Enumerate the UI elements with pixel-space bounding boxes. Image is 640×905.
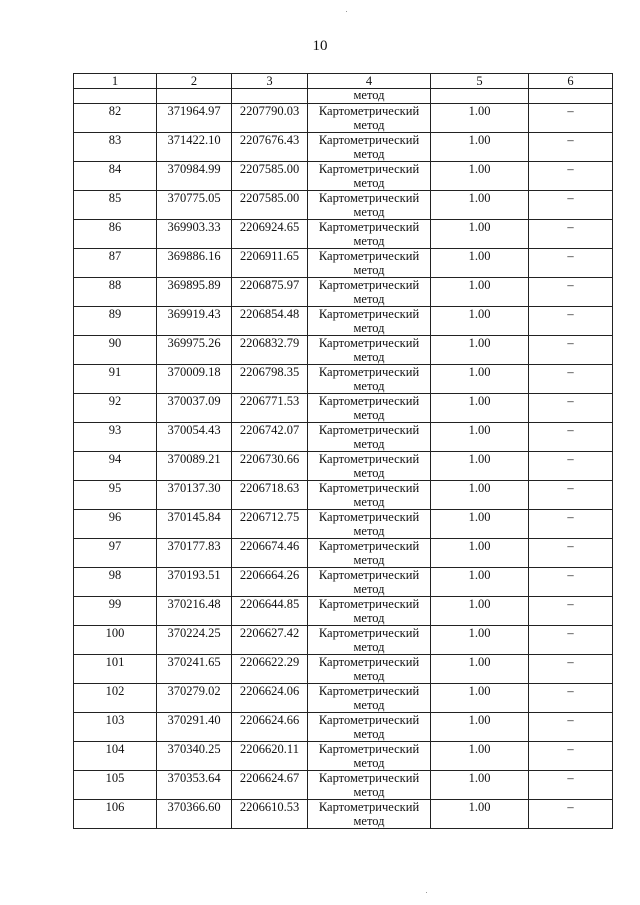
point-number-cell: 82 <box>74 104 157 133</box>
method-cell: Картометрический метод <box>308 394 431 423</box>
error-cell: 1.00 <box>431 771 529 800</box>
point-number-cell: 91 <box>74 365 157 394</box>
error-cell: 1.00 <box>431 481 529 510</box>
description-cell: – <box>529 771 613 800</box>
y-coordinate-cell: 2206610.53 <box>232 800 308 829</box>
y-coordinate-cell: 2206832.79 <box>232 336 308 365</box>
x-coordinate-cell: 369886.16 <box>157 249 232 278</box>
point-number-cell: 106 <box>74 800 157 829</box>
method-cell: Картометрический метод <box>308 510 431 539</box>
error-cell: 1.00 <box>431 452 529 481</box>
x-coordinate-cell: 371422.10 <box>157 133 232 162</box>
method-cell: Картометрический метод <box>308 771 431 800</box>
y-coordinate-cell: 2206627.42 <box>232 626 308 655</box>
description-cell: – <box>529 510 613 539</box>
error-cell: 1.00 <box>431 568 529 597</box>
table-row <box>74 191 613 220</box>
point-number-cell: 90 <box>74 336 157 365</box>
table-row <box>74 539 613 568</box>
column-header: 2 <box>157 74 232 89</box>
y-coordinate-cell: 2206924.65 <box>232 220 308 249</box>
y-coordinate-cell: 2206624.66 <box>232 713 308 742</box>
table-row <box>74 278 613 307</box>
error-cell: 1.00 <box>431 191 529 220</box>
x-coordinate-cell: 370177.83 <box>157 539 232 568</box>
x-coordinate-cell: 370054.43 <box>157 423 232 452</box>
column-header: 6 <box>529 74 613 89</box>
column-header: 5 <box>431 74 529 89</box>
method-cell: Картометрический метод <box>308 655 431 684</box>
description-cell: – <box>529 423 613 452</box>
error-cell: 1.00 <box>431 800 529 829</box>
scan-speck <box>426 892 427 893</box>
method-cell: Картометрический метод <box>308 423 431 452</box>
point-number-cell: 83 <box>74 133 157 162</box>
error-cell: 1.00 <box>431 510 529 539</box>
error-cell: 1.00 <box>431 423 529 452</box>
table-row <box>74 423 613 452</box>
table-header-row <box>74 74 613 89</box>
column-header: 1 <box>74 74 157 89</box>
x-coordinate-cell: 371964.97 <box>157 104 232 133</box>
method-cell: Картометрический метод <box>308 249 431 278</box>
x-coordinate-cell: 370037.09 <box>157 394 232 423</box>
description-cell: – <box>529 452 613 481</box>
error-cell: 1.00 <box>431 365 529 394</box>
point-number-cell: 88 <box>74 278 157 307</box>
y-coordinate-cell: 2206624.67 <box>232 771 308 800</box>
method-cell: Картометрический метод <box>308 800 431 829</box>
x-coordinate-cell: 370137.30 <box>157 481 232 510</box>
table-row <box>74 336 613 365</box>
error-cell: 1.00 <box>431 336 529 365</box>
table-continuation-row <box>74 89 613 104</box>
method-cell: Картометрический метод <box>308 307 431 336</box>
x-coordinate-cell: 370241.65 <box>157 655 232 684</box>
point-number-cell: 95 <box>74 481 157 510</box>
description-cell: – <box>529 336 613 365</box>
table-row <box>74 481 613 510</box>
method-cell: Картометрический метод <box>308 220 431 249</box>
method-cell: Картометрический метод <box>308 626 431 655</box>
description-cell: – <box>529 713 613 742</box>
method-cell: Картометрический метод <box>308 133 431 162</box>
point-number-cell: 84 <box>74 162 157 191</box>
point-number-cell: 96 <box>74 510 157 539</box>
x-coordinate-cell: 370984.99 <box>157 162 232 191</box>
table-row <box>74 568 613 597</box>
x-coordinate-cell: 369903.33 <box>157 220 232 249</box>
point-number-cell: 94 <box>74 452 157 481</box>
error-cell: 1.00 <box>431 278 529 307</box>
method-cell: Картометрический метод <box>308 742 431 771</box>
y-coordinate-cell: 2206664.26 <box>232 568 308 597</box>
table-row <box>74 307 613 336</box>
continuation-cell <box>157 89 232 104</box>
error-cell: 1.00 <box>431 597 529 626</box>
x-coordinate-cell: 369895.89 <box>157 278 232 307</box>
continuation-cell: метод <box>308 89 431 104</box>
y-coordinate-cell: 2206718.63 <box>232 481 308 510</box>
method-cell: Картометрический метод <box>308 568 431 597</box>
continuation-cell <box>74 89 157 104</box>
description-cell: – <box>529 307 613 336</box>
table-row <box>74 771 613 800</box>
table-row <box>74 626 613 655</box>
method-cell: Картометрический метод <box>308 481 431 510</box>
method-cell: Картометрический метод <box>308 597 431 626</box>
error-cell: 1.00 <box>431 394 529 423</box>
x-coordinate-cell: 370353.64 <box>157 771 232 800</box>
error-cell: 1.00 <box>431 742 529 771</box>
description-cell: – <box>529 800 613 829</box>
scan-speck <box>346 11 347 12</box>
y-coordinate-cell: 2206911.65 <box>232 249 308 278</box>
table-row <box>74 249 613 278</box>
method-cell: Картометрический метод <box>308 336 431 365</box>
table-row <box>74 365 613 394</box>
table-row <box>74 800 613 829</box>
y-coordinate-cell: 2206644.85 <box>232 597 308 626</box>
error-cell: 1.00 <box>431 249 529 278</box>
y-coordinate-cell: 2206875.97 <box>232 278 308 307</box>
y-coordinate-cell: 2207790.03 <box>232 104 308 133</box>
continuation-cell <box>529 89 613 104</box>
x-coordinate-cell: 370366.60 <box>157 800 232 829</box>
point-number-cell: 87 <box>74 249 157 278</box>
x-coordinate-cell: 370009.18 <box>157 365 232 394</box>
x-coordinate-cell: 370216.48 <box>157 597 232 626</box>
point-number-cell: 92 <box>74 394 157 423</box>
y-coordinate-cell: 2206854.48 <box>232 307 308 336</box>
table-row <box>74 684 613 713</box>
point-number-cell: 98 <box>74 568 157 597</box>
coordinates-table <box>73 73 613 829</box>
y-coordinate-cell: 2206674.46 <box>232 539 308 568</box>
column-header: 4 <box>308 74 431 89</box>
description-cell: – <box>529 365 613 394</box>
error-cell: 1.00 <box>431 307 529 336</box>
method-cell: Картометрический метод <box>308 684 431 713</box>
error-cell: 1.00 <box>431 626 529 655</box>
y-coordinate-cell: 2207585.00 <box>232 162 308 191</box>
description-cell: – <box>529 742 613 771</box>
table-row <box>74 742 613 771</box>
error-cell: 1.00 <box>431 684 529 713</box>
description-cell: – <box>529 249 613 278</box>
y-coordinate-cell: 2206730.66 <box>232 452 308 481</box>
x-coordinate-cell: 370775.05 <box>157 191 232 220</box>
table-row <box>74 510 613 539</box>
continuation-cell <box>232 89 308 104</box>
description-cell: – <box>529 278 613 307</box>
y-coordinate-cell: 2206620.11 <box>232 742 308 771</box>
table-row <box>74 597 613 626</box>
description-cell: – <box>529 481 613 510</box>
description-cell: – <box>529 162 613 191</box>
method-cell: Картометрический метод <box>308 539 431 568</box>
table-row <box>74 713 613 742</box>
x-coordinate-cell: 370279.02 <box>157 684 232 713</box>
table-row <box>74 655 613 684</box>
x-coordinate-cell: 370291.40 <box>157 713 232 742</box>
x-coordinate-cell: 370224.25 <box>157 626 232 655</box>
y-coordinate-cell: 2206798.35 <box>232 365 308 394</box>
x-coordinate-cell: 370193.51 <box>157 568 232 597</box>
x-coordinate-cell: 370089.21 <box>157 452 232 481</box>
point-number-cell: 102 <box>74 684 157 713</box>
table-row <box>74 133 613 162</box>
y-coordinate-cell: 2206624.06 <box>232 684 308 713</box>
y-coordinate-cell: 2207585.00 <box>232 191 308 220</box>
table-row <box>74 452 613 481</box>
method-cell: Картометрический метод <box>308 365 431 394</box>
point-number-cell: 93 <box>74 423 157 452</box>
table-row <box>74 104 613 133</box>
error-cell: 1.00 <box>431 713 529 742</box>
error-cell: 1.00 <box>431 133 529 162</box>
point-number-cell: 105 <box>74 771 157 800</box>
y-coordinate-cell: 2206622.29 <box>232 655 308 684</box>
method-cell: Картометрический метод <box>308 713 431 742</box>
y-coordinate-cell: 2207676.43 <box>232 133 308 162</box>
method-cell: Картометрический метод <box>308 191 431 220</box>
description-cell: – <box>529 597 613 626</box>
description-cell: – <box>529 104 613 133</box>
error-cell: 1.00 <box>431 539 529 568</box>
point-number-cell: 85 <box>74 191 157 220</box>
continuation-cell <box>431 89 529 104</box>
point-number-cell: 104 <box>74 742 157 771</box>
description-cell: – <box>529 191 613 220</box>
x-coordinate-cell: 370340.25 <box>157 742 232 771</box>
description-cell: – <box>529 684 613 713</box>
x-coordinate-cell: 370145.84 <box>157 510 232 539</box>
method-cell: Картометрический метод <box>308 278 431 307</box>
description-cell: – <box>529 568 613 597</box>
description-cell: – <box>529 539 613 568</box>
point-number-cell: 97 <box>74 539 157 568</box>
x-coordinate-cell: 369975.26 <box>157 336 232 365</box>
point-number-cell: 101 <box>74 655 157 684</box>
description-cell: – <box>529 133 613 162</box>
y-coordinate-cell: 2206742.07 <box>232 423 308 452</box>
description-cell: – <box>529 220 613 249</box>
point-number-cell: 86 <box>74 220 157 249</box>
error-cell: 1.00 <box>431 162 529 191</box>
error-cell: 1.00 <box>431 104 529 133</box>
method-cell: Картометрический метод <box>308 162 431 191</box>
y-coordinate-cell: 2206712.75 <box>232 510 308 539</box>
y-coordinate-cell: 2206771.53 <box>232 394 308 423</box>
method-cell: Картометрический метод <box>308 104 431 133</box>
description-cell: – <box>529 394 613 423</box>
page-number: 10 <box>312 38 328 54</box>
point-number-cell: 103 <box>74 713 157 742</box>
error-cell: 1.00 <box>431 655 529 684</box>
table-row <box>74 220 613 249</box>
point-number-cell: 89 <box>74 307 157 336</box>
table-row <box>74 162 613 191</box>
method-cell: Картометрический метод <box>308 452 431 481</box>
description-cell: – <box>529 626 613 655</box>
point-number-cell: 100 <box>74 626 157 655</box>
column-header: 3 <box>232 74 308 89</box>
table-row <box>74 394 613 423</box>
error-cell: 1.00 <box>431 220 529 249</box>
description-cell: – <box>529 655 613 684</box>
point-number-cell: 99 <box>74 597 157 626</box>
x-coordinate-cell: 369919.43 <box>157 307 232 336</box>
